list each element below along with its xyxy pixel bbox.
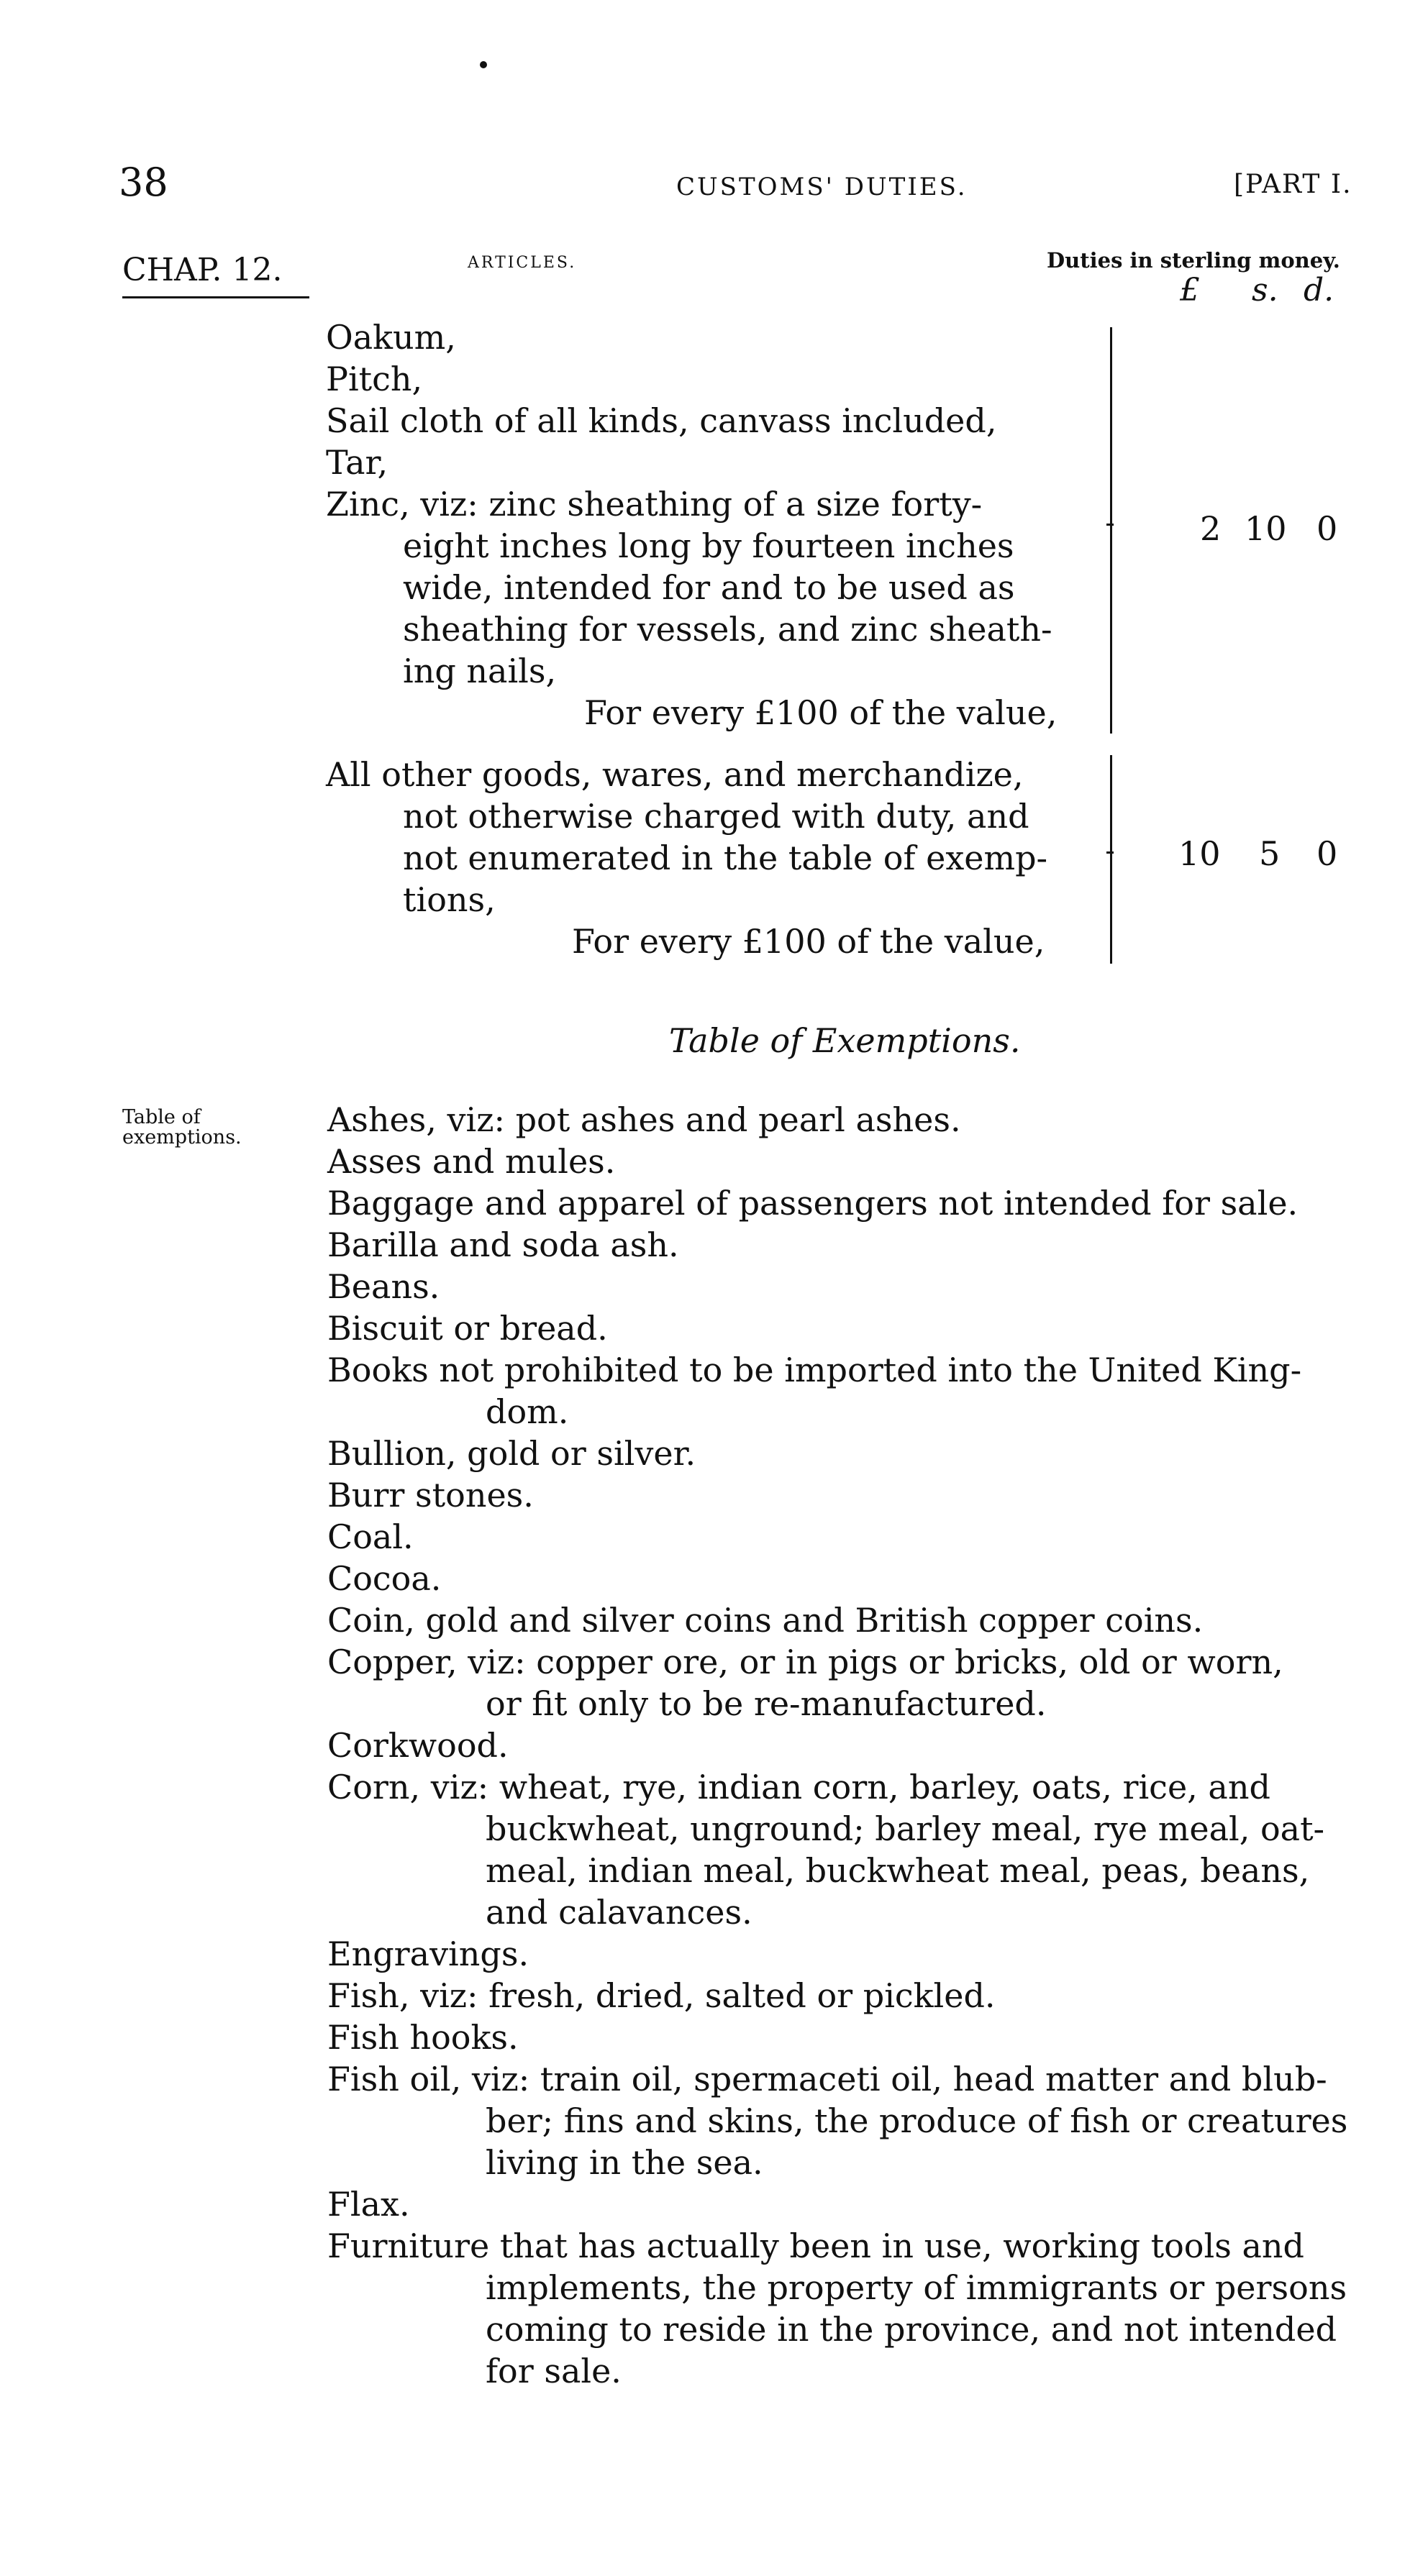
duty-pounds: 10 <box>1178 834 1221 873</box>
exemption-line: dom. <box>486 1392 569 1431</box>
exemption-line: ber; fins and skins, the produce of fish or creatures <box>486 2101 1348 2140</box>
ink-speck <box>480 61 487 68</box>
article-line: For every £100 of the value, <box>584 693 1058 732</box>
exemption-line: Bullion, gold or silver. <box>327 1434 696 1473</box>
duty-shillings: 10 <box>1245 509 1287 548</box>
duty-pence: 0 <box>1316 509 1338 548</box>
shillings-symbol: s. <box>1252 272 1278 309</box>
group-brace-tip <box>1106 851 1114 854</box>
exemptions-side-note: Table of exemptions. <box>122 1106 242 1148</box>
article-line: Oakum, <box>326 318 456 357</box>
article-line: tions, <box>403 880 496 919</box>
article-line: All other goods, wares, and merchandize, <box>326 755 1024 794</box>
running-title: CUSTOMS' DUTIES. <box>676 173 968 201</box>
exemption-line: living in the sea. <box>486 2143 763 2182</box>
exemption-line: Flax. <box>327 2185 410 2224</box>
group-brace <box>1103 327 1112 734</box>
exemption-line: or fit only to be re-manufactured. <box>486 1684 1047 1723</box>
pounds-symbol: £ <box>1180 272 1200 309</box>
exemption-line: Coin, gold and silver coins and British copper coins. <box>327 1601 1204 1640</box>
exemption-line: Ashes, viz: pot ashes and pearl ashes. <box>327 1100 961 1139</box>
exemption-line: Books not prohibited to be imported into the United King- <box>327 1351 1302 1389</box>
exemption-line: Barilla and soda ash. <box>327 1225 679 1264</box>
article-line: not enumerated in the table of exemp- <box>403 839 1048 877</box>
article-line: eight inches long by fourteen inches <box>403 526 1014 565</box>
exemption-line: Asses and mules. <box>327 1142 616 1181</box>
part-label: [PART I. <box>1234 170 1352 199</box>
group-brace <box>1103 755 1112 964</box>
exemption-line: Fish hooks. <box>327 2018 519 2057</box>
exemption-line: Baggage and apparel of passengers not intended for sale. <box>327 1184 1299 1223</box>
duty-pounds: 2 <box>1200 509 1222 548</box>
exemption-line: Burr stones. <box>327 1476 534 1515</box>
exemptions-title: Table of Exemptions. <box>669 1021 1021 1060</box>
exemption-line: Engravings. <box>327 1935 529 1973</box>
article-line: not otherwise charged with duty, and <box>403 797 1029 836</box>
article-line: Tar, <box>326 443 388 482</box>
duties-column-heading: Duties in sterling money. <box>1047 248 1340 273</box>
chapter-rule <box>122 296 309 298</box>
articles-column-heading: ARTICLES. <box>468 254 577 272</box>
exemption-line: for sale. <box>486 2352 622 2390</box>
exemption-line: Corkwood. <box>327 1726 509 1765</box>
pence-symbol: d. <box>1304 272 1334 309</box>
exemption-line: Fish, viz: fresh, dried, salted or pickled. <box>327 1976 996 2015</box>
exemption-line: Fish oil, viz: train oil, spermaceti oil, head matter and blub- <box>327 2060 1327 2098</box>
page-number: 38 <box>119 160 168 205</box>
exemption-line: Copper, viz: copper ore, or in pigs or bricks, old or worn, <box>327 1643 1283 1681</box>
exemption-line: Furniture that has actually been in use, working tools and <box>327 2226 1304 2265</box>
duty-pence: 0 <box>1316 834 1338 873</box>
exemption-line: implements, the property of immigrants or persons <box>486 2268 1347 2307</box>
exemption-line: Beans. <box>327 1267 440 1306</box>
exemption-line: coming to reside in the province, and not intended <box>486 2310 1337 2349</box>
chapter-heading: CHAP. 12. <box>122 252 283 288</box>
article-line: Sail cloth of all kinds, canvass included, <box>326 401 997 440</box>
article-line: Pitch, <box>326 360 423 398</box>
exemption-line: Coal. <box>327 1517 414 1556</box>
article-line: ing nails, <box>403 652 557 690</box>
exemption-line: meal, indian meal, buckwheat meal, peas, beans, <box>486 1851 1310 1890</box>
duty-shillings: 5 <box>1259 834 1281 873</box>
group-brace-tip <box>1106 524 1114 526</box>
exemption-line: Biscuit or bread. <box>327 1309 608 1348</box>
article-line: sheathing for vessels, and zinc sheath- <box>403 610 1052 649</box>
article-line: wide, intended for and to be used as <box>403 568 1015 607</box>
exemption-line: and calavances. <box>486 1893 752 1932</box>
exemption-line: Cocoa. <box>327 1559 442 1598</box>
exemption-line: buckwheat, unground; barley meal, rye meal, oat- <box>486 1809 1325 1848</box>
article-line: For every £100 of the value, <box>572 922 1045 961</box>
article-line: Zinc, viz: zinc sheathing of a size forty- <box>326 485 983 524</box>
exemption-line: Corn, viz: wheat, rye, indian corn, barley, oats, rice, and <box>327 1768 1270 1807</box>
